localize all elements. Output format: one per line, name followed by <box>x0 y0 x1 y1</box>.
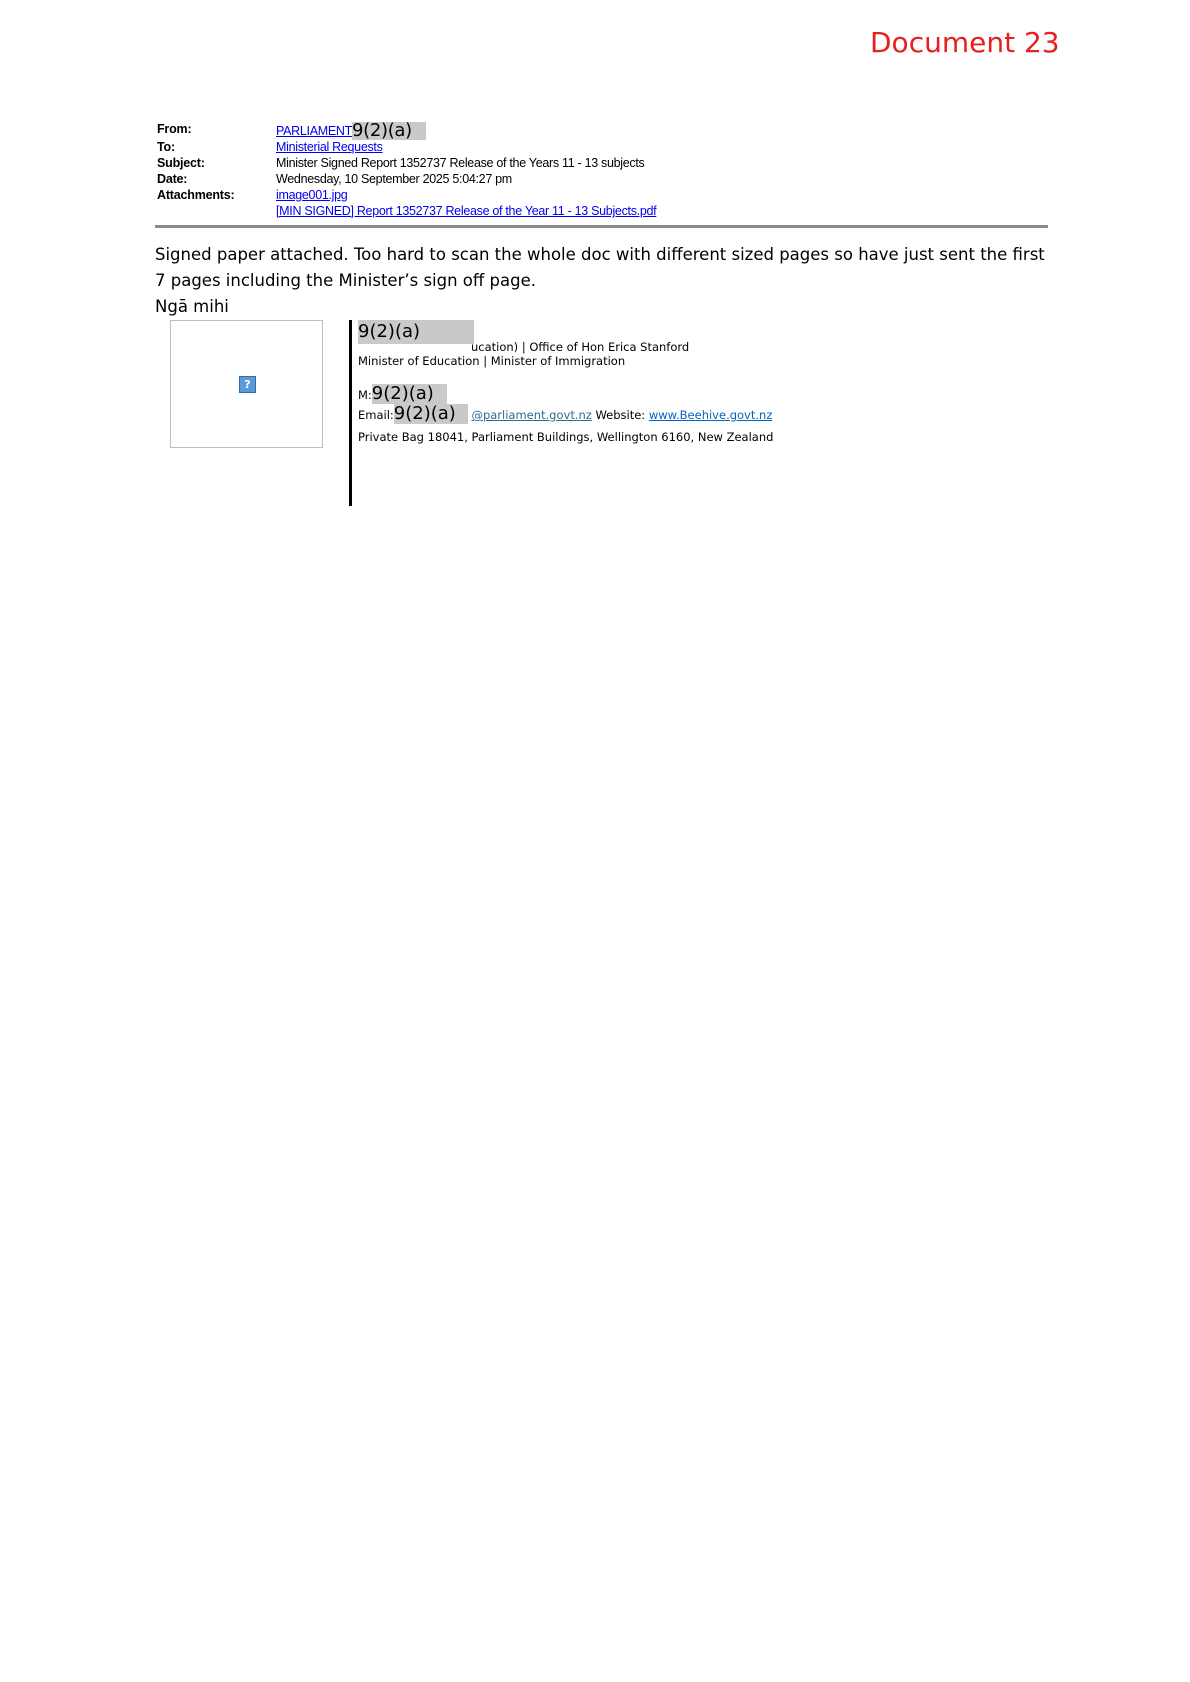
website-label: Website: <box>595 408 646 422</box>
date-label: Date: <box>157 172 188 186</box>
closing-text: Ngā mihi <box>155 297 229 316</box>
email-redaction: 9(2)(a) <box>394 404 468 424</box>
to-value <box>276 139 1047 155</box>
attachments-list <box>276 187 1047 219</box>
document-label: Document 23 <box>870 26 1060 59</box>
from-label: From: <box>157 122 192 136</box>
header-separator <box>155 225 1048 228</box>
from-row <box>157 121 1047 139</box>
subject-label: Subject: <box>157 156 205 170</box>
email-header <box>157 121 1047 219</box>
to-row <box>157 139 1047 155</box>
signature-address-line: Private Bag 18041, Parliament Buildings, Wellington 6160, New Zealand <box>358 430 774 444</box>
subject-value: Minister Signed Report 1352737 Release of the Years 11 - 13 subjects <box>276 156 645 170</box>
from-value <box>276 121 1047 139</box>
date-row <box>157 171 1047 187</box>
body-paragraph: Signed paper attached. Too hard to scan the whole doc with different sized pages so have just sent the first 7 pages including the Minister’s sign off page. <box>155 245 1045 290</box>
subject-row <box>157 155 1047 171</box>
signature-block <box>358 320 878 444</box>
signature-image-placeholder <box>170 320 323 448</box>
broken-image-icon: ? <box>239 376 256 393</box>
mobile-label: M: <box>358 388 372 402</box>
email-domain-link[interactable]: @parliament.govt.nz <box>471 408 592 422</box>
signature-divider <box>349 320 352 506</box>
to-link[interactable]: Ministerial Requests <box>276 140 383 154</box>
attachments-row <box>157 187 1047 219</box>
mobile-redaction: 9(2)(a) <box>372 384 447 404</box>
website-link[interactable]: www.Beehive.govt.nz <box>648 408 773 422</box>
attachment-link-image[interactable]: image001.jpg <box>276 188 348 202</box>
signature-role-line: ucation) | Office of Hon Erica Stanford <box>471 340 690 354</box>
date-value: Wednesday, 10 September 2025 5:04:27 pm <box>276 172 512 186</box>
signature-email-line <box>358 404 878 424</box>
from-link[interactable]: PARLIAMENT <box>276 124 352 138</box>
attachment-link-pdf[interactable]: [MIN SIGNED] Report 1352737 Release of the Year 11 - 13 Subjects.pdf <box>276 204 657 218</box>
name-redaction: 9(2)(a) <box>358 320 474 344</box>
email-body <box>155 242 1055 320</box>
signature-mobile-line <box>358 384 878 404</box>
signature-title-line: Minister of Education | Minister of Immigration <box>358 354 626 368</box>
from-redaction: 9(2)(a) <box>352 122 426 140</box>
email-label: Email: <box>358 408 394 422</box>
attachments-label: Attachments: <box>157 188 235 202</box>
to-label: To: <box>157 140 175 154</box>
